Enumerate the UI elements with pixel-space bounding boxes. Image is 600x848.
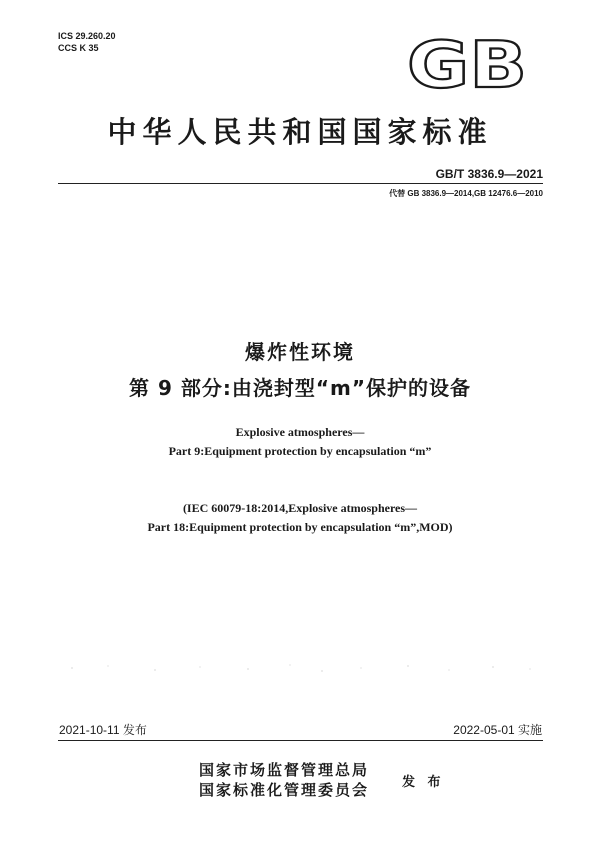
header-divider — [58, 183, 543, 184]
iec-reference-line2: Part 18:Equipment protection by encapsulation “m”,MOD) — [147, 520, 453, 534]
issuer-samr: 国家市场监督管理总局 — [199, 761, 370, 779]
title-cn-part: 第 9 部分:由浇封型“m”保护的设备 — [129, 376, 471, 400]
scan-speckle — [60, 662, 540, 674]
ics-code: ICS 29.260.20 — [58, 31, 116, 41]
gb-logo-text: GB — [407, 38, 527, 90]
ccs-code: CCS K 35 — [58, 43, 99, 53]
footer-divider — [58, 740, 543, 741]
classification-codes — [58, 30, 116, 54]
issue-date: 2021-10-11 发布 — [59, 723, 147, 737]
implementation-date: 2022-05-01 实施 — [453, 723, 542, 737]
gb-logo — [404, 38, 530, 90]
iec-reference-line1: (IEC 60079-18:2014,Explosive atmospheres— — [182, 501, 418, 515]
iec-reference — [0, 499, 600, 537]
publish-label: 发 布 — [402, 775, 445, 790]
issuer-sac: 国家标准化管理委员会 — [199, 781, 370, 799]
replaces-note: 代替 GB 3836.9—2014,GB 12476.6—2010 — [389, 189, 543, 198]
standard-number: GB/T 3836.9—2021 — [435, 167, 543, 181]
national-standard-title: 中华人民共和国国家标准 — [107, 115, 493, 149]
title-en-line2: Part 9:Equipment protection by encapsulation “m” — [168, 444, 432, 458]
title-en — [0, 423, 600, 461]
issuing-authorities — [199, 760, 369, 800]
title-en-line1: Explosive atmospheres— — [235, 425, 365, 439]
title-cn-main: 爆炸性环境 — [245, 340, 355, 364]
